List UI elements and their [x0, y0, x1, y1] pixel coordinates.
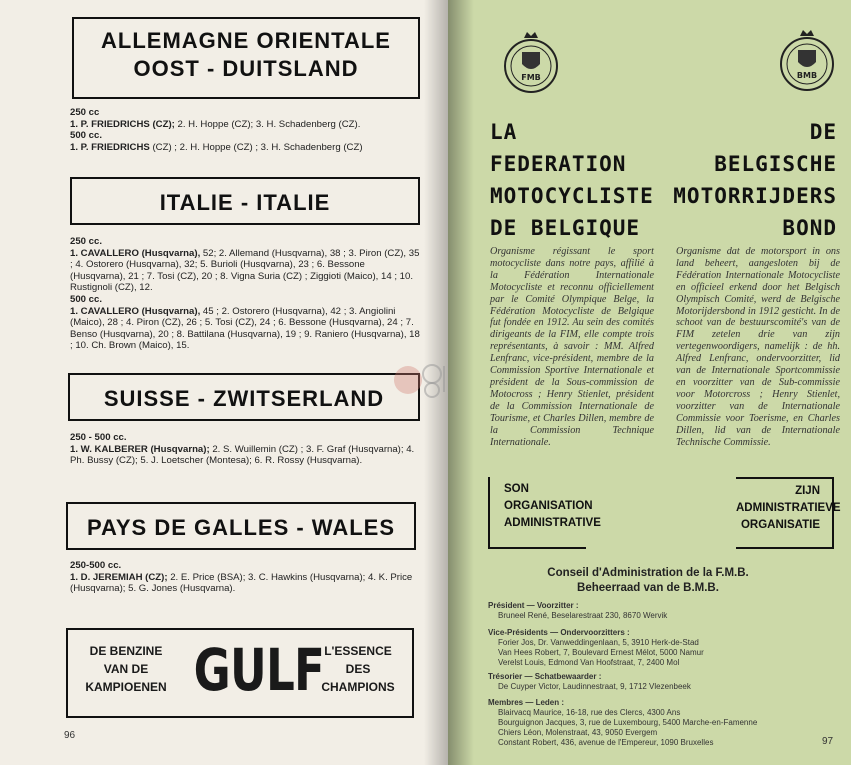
result-rest: 2. E. Price (BSA); 3. C. Hawkins (Husqvarna); 4. K. Price (Husqvarna); 5. G. Jones (Husqvarna). — [70, 571, 413, 595]
fmb-emblem-icon — [502, 30, 560, 94]
board-role: Trésorier — Schatbewaarder : — [488, 672, 602, 681]
box-line: ADMINISTRATIEVE — [736, 502, 841, 514]
result-line — [70, 142, 422, 154]
board-section-members — [488, 698, 808, 748]
gulf-advertisement — [66, 628, 414, 718]
result-class: 250 cc — [70, 107, 100, 118]
result-line — [70, 444, 422, 467]
result-block — [70, 236, 422, 294]
board-title-nl: Beheerraad van de B.M.B. — [577, 582, 719, 594]
logo-right-text: BMB — [796, 71, 818, 80]
intro-text-fr: Organisme régissant le sport motocycliste dans notre pays, affilié à la Fédération Internationale Motocycliste et reconnu officiellement par le Comité Olympique Belge, la Fédération Motocycliste de Belgique fut fondée en 1912. Au sein des comités dirigeants de la FIM, elle compte trois représentants, à savoir : MM. Alfred Lenfranc, vice-président, membre de la Commission Sportive Internationale et président de la Sous-commission de Motocross ; Henry Stienlet, président de la Commission Internationale de Tourisme, et Charles Dillen, membre de la Commission Technique Internationale. — [490, 246, 654, 448]
title-line: MOTOCYCLISTE — [490, 184, 654, 208]
result-rest: 45 ; 2. Ostorero (Husqvarna), 42 ; 3. Angiolini (Maico), 28 ; 4. Piron (CZ), 26 ; 5. Tosi (CZ), 24 ; 6. Bessone (Husqvarna), 24 ; 7. Benso (Husqvarna), 20 ; 8. Battilana (Husqvarna), 19 ; 9. Raniero (Husqvarna), 18 ; 10. Ch. Brown (Maico), 15. — [70, 305, 420, 352]
board-section-president — [488, 601, 808, 621]
title-line: DE — [809, 120, 837, 144]
results-wales — [70, 560, 422, 595]
title-line: FEDERATION — [490, 152, 627, 176]
result-rest: 2. H. Hoppe (CZ); 3. H. Schadenberg (CZ). — [174, 118, 361, 130]
result-winner: 1. D. JEREMIAH (CZ); — [70, 571, 168, 583]
result-block — [70, 294, 422, 352]
heading-switzerland — [68, 373, 420, 421]
result-class: 250-500 cc. — [70, 560, 122, 571]
heading-wales — [66, 502, 416, 550]
result-block — [70, 432, 422, 467]
result-class: 500 cc. — [70, 130, 103, 142]
result-line — [70, 306, 422, 352]
results-switzerland — [70, 432, 422, 467]
logo-left-text: FMB — [521, 73, 541, 82]
box-organisation-fr — [488, 477, 601, 549]
heading-switzerland-title: SUISSE - ZWITSERLAND — [103, 386, 385, 411]
result-rest: 52; 2. Allemand (Husqvarna), 38 ; 3. Piron (CZ), 35 ; 4. Ostorero (Husqvarna), 32; 5. Burioli (Husqvarna), 23 ; 6. Bessone (Husqvarna), 21 ; 7. Tosi (CZ), 20 ; 8. Vigna Suria (CZ) ; Ziggioti (Maico), 14 ; 10. Rustignoli (CZ), 12. — [70, 247, 420, 294]
board-section-treasurer — [488, 672, 808, 692]
result-winner: 1. P. FRIEDRICHS — [70, 141, 150, 153]
result-line — [70, 572, 422, 595]
board-role: Membres — Leden : — [488, 698, 565, 707]
page-number-left: 96 — [64, 730, 76, 741]
board-member: Blairvacq Maurice, 16-18, rue des Clercs, 4300 Ans — [498, 708, 681, 717]
result-winner: 1. W. KALBERER (Husqvarna); — [70, 443, 210, 455]
ad-line: DE BENZINE — [89, 644, 163, 658]
title-line: BELGISCHE — [714, 152, 837, 176]
result-block — [70, 107, 422, 130]
result-line — [70, 119, 422, 131]
box-line: SON — [504, 483, 529, 495]
title-line: LA — [490, 120, 518, 144]
result-block — [70, 130, 422, 153]
board-section-vice-presidents — [488, 628, 808, 668]
board-member: Bourguignon Jacques, 3, rue de Luxembourg, 5400 Marche-en-Famenne — [498, 718, 758, 727]
results-italy — [70, 236, 422, 352]
board-role: Président — Voorzitter : — [488, 601, 579, 610]
title-line: MOTORRIJDERS — [673, 184, 837, 208]
board-role: Vice-Présidents — Ondervoorzitters : — [488, 628, 630, 637]
ad-line: CHAMPIONS — [321, 680, 395, 694]
title-line: DE BELGIQUE — [490, 216, 641, 240]
heading-east-germany-nl: OOST - DUITSLAND — [133, 55, 359, 81]
box-line: ZIJN — [795, 485, 820, 497]
result-winner: 1. CAVALLERO (Husqvarna), — [70, 305, 201, 317]
board-member: De Cuyper Victor, Laudinnestraat, 9, 1712 Vlezenbeek — [498, 682, 691, 691]
heading-wales-title: PAYS DE GALLES - WALES — [86, 515, 396, 540]
ad-slogan-fr — [308, 642, 408, 696]
title-line: BOND — [782, 216, 837, 240]
board-title-fr: Conseil d'Administration de la F.M.B. — [547, 567, 749, 579]
result-rest: (CZ) ; 2. H. Hoppe (CZ) ; 3. H. Schadenberg (CZ) — [149, 141, 363, 153]
result-class: 250 - 500 cc. — [70, 432, 127, 443]
heading-east-germany-fr: ALLEMAGNE ORIENTALE — [101, 28, 391, 53]
board-title — [488, 566, 808, 596]
box-line: ORGANISATION — [504, 500, 593, 512]
ad-line: L'ESSENCE — [324, 644, 392, 658]
box-line: ORGANISATIE — [740, 519, 820, 531]
title-bmb — [673, 116, 837, 244]
result-winner: 1. P. FRIEDRICHS (CZ); — [70, 118, 175, 130]
heading-italy-title: ITALIE - ITALIE — [159, 190, 331, 215]
board-member: Constant Robert, 436, avenue de l'Empereur, 1090 Bruxelles — [498, 738, 714, 747]
title-fmb — [490, 116, 654, 244]
board-member: Forier Jos, Dr. Vanweddingenlaan, 5, 3910 Herk-de-Stad — [498, 638, 699, 647]
board-member: Chiers Léon, Molenstraat, 43, 9050 Evergem — [498, 728, 658, 737]
board-member: Van Hees Robert, 7, Boulevard Ernest Mélot, 5000 Namur — [498, 648, 704, 657]
result-class: 250 cc. — [70, 236, 103, 247]
board-member: Verelst Louis, Edmond Van Hoofstraat, 7, 2400 Mol — [498, 658, 680, 667]
gulf-logo-text: GULF — [193, 636, 325, 704]
ad-line: KAMPIOENEN — [85, 680, 167, 694]
result-block — [70, 560, 422, 595]
ad-line: DES — [345, 662, 371, 676]
result-winner: 1. CAVALLERO (Husqvarna), — [70, 247, 201, 259]
box-line: ADMINISTRATIVE — [504, 517, 601, 529]
bmb-emblem-icon — [778, 28, 836, 92]
result-line — [70, 248, 422, 294]
board-member: Bruneel René, Beselarestraat 230, 8670 Wervik — [498, 611, 668, 620]
result-rest: 2. S. Wuillemin (CZ) ; 3. F. Graf (Husqvarna); 4. Ph. Bussy (CZ); 5. J. Loetscher (Montesa); 6. R. Rossy (Husqvarna). — [70, 443, 415, 467]
ad-line: VAN DE — [103, 662, 149, 676]
ad-slogan-nl — [76, 642, 176, 696]
intro-text-nl: Organisme dat de motorsport in ons land beheert, aangesloten bij de Fédération Internationale Motocycliste en officieel erkend door het Belgisch Olympisch Comité, werd de Belgische Motorijdersbond in 1912 gesticht. In de schoot van de bestuurscomité's van de FIM zetelen drie van zijn vertegenwoordigers, namelijk : de hh. Alfred Lenfranc, ondervoorzitter, lid van de Internationale Sportcommissie en voorzitter van de Sub-commissie voor Motorcross ; Henry Stienlet, voorzitter van de Internationale Commissie voor Toerisme, en Charles Dillen, lid van de Internationale Technische Commissie. — [676, 246, 840, 448]
page-number-right: 97 — [822, 736, 834, 747]
box-organisation-nl — [736, 477, 841, 549]
right-page — [448, 0, 851, 765]
result-class: 500 cc. — [70, 293, 103, 305]
heading-italy — [70, 177, 420, 225]
results-east-germany — [70, 107, 422, 153]
watermark-stamp-icon — [392, 358, 454, 402]
heading-east-germany — [72, 17, 420, 99]
